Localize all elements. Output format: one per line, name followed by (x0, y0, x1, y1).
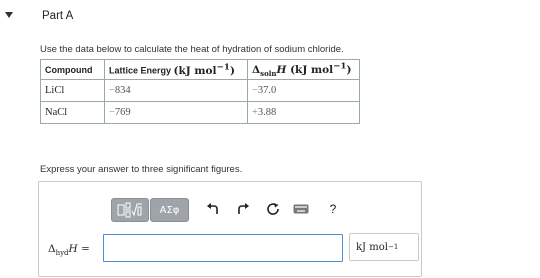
answer-label: $\Delta_{hyd}H$ = (48, 243, 90, 258)
undo-icon[interactable] (205, 201, 221, 217)
answer-input[interactable] (103, 234, 343, 262)
cell-lattice: −834 (105, 80, 248, 102)
answer-panel (38, 181, 422, 277)
cell-lattice: −769 (105, 102, 248, 124)
header-lattice-unit: (kJ mol$^{-1}$) (173, 62, 235, 77)
cell-soln: −37.0 (248, 80, 360, 102)
help-icon[interactable]: ? (329, 202, 337, 216)
units-box: kJ mol −1 (349, 233, 419, 261)
part-title: Part A (42, 10, 74, 22)
fraction-sqrt-template-icon[interactable] (111, 198, 149, 222)
header-compound: Compound (41, 60, 105, 80)
answer-instruction: Express your answer to three significant figures. (40, 164, 243, 175)
header-lattice-energy (105, 60, 248, 80)
cell-compound: NaCl (41, 102, 105, 124)
table-header-row (41, 60, 360, 80)
cell-soln: +3.88 (248, 102, 360, 124)
data-table (40, 59, 360, 124)
part-collapse-toggle[interactable] (5, 12, 13, 18)
cell-compound: LiCl (41, 80, 105, 102)
reset-icon[interactable] (265, 201, 281, 217)
question-intro: Use the data below to calculate the heat of hydration of sodium chloride. (40, 44, 344, 55)
table-row (41, 102, 360, 124)
header-lattice-text: Lattice Energy (109, 65, 172, 76)
keyboard-icon[interactable] (293, 201, 309, 217)
table-row (41, 80, 360, 102)
header-soln-enthalpy: $\Delta_{soln}H$ (kJ mol$^{-1}$) (248, 60, 360, 80)
greek-symbols-button[interactable]: ΑΣφ (150, 198, 189, 222)
redo-icon[interactable] (235, 201, 251, 217)
